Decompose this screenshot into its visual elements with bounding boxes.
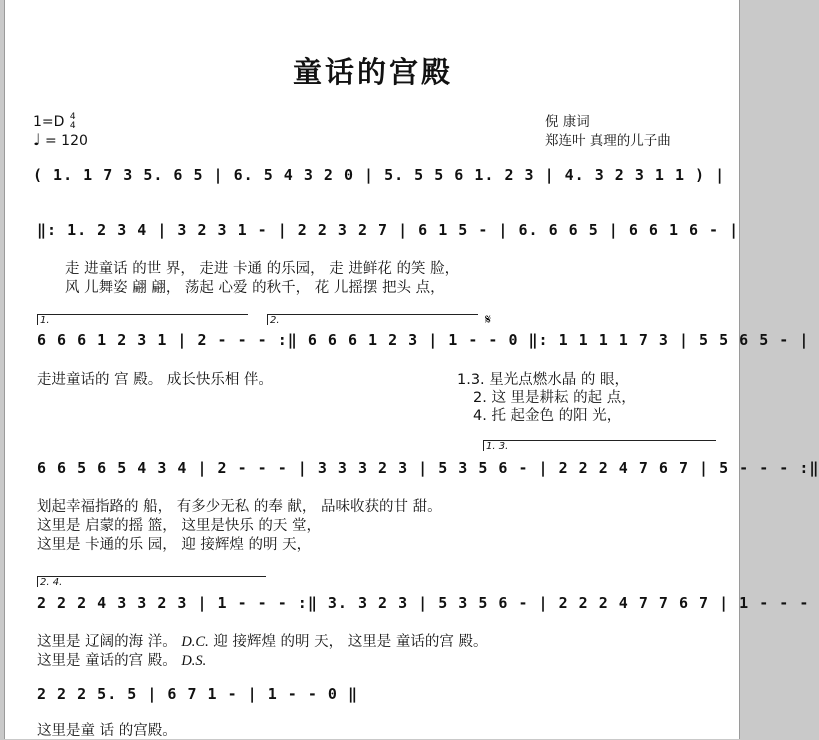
lyric-5a-part1: 这里是 辽阔的海 洋。 bbox=[37, 634, 177, 650]
quarter-note-icon: ♩ bbox=[33, 130, 41, 149]
lyric-verse-4: 4. 托 起金色 的阳 光， bbox=[473, 408, 622, 424]
time-bottom: 4 bbox=[69, 121, 76, 131]
volta-1-label: 1. bbox=[40, 315, 50, 326]
tempo-mark bbox=[33, 130, 88, 149]
lyric-5a-part2: 迎 接辉煌 的明 天， 这里是 童话的宫 殿。 bbox=[213, 634, 488, 650]
music-line-4: 6 6 5 6 5 4 3 4 | 2 - - - | 3 3 3 2 3 | 5 3 5 6 - | 2 2 2 4 7 6 7 | 5 - - - :‖ bbox=[37, 459, 819, 477]
volta-2 bbox=[267, 314, 478, 325]
lyric-line-3a: 走进童话的 宫 殿。 成长快乐相 伴。 bbox=[37, 372, 273, 388]
song-title: 童话的宫殿 bbox=[292, 55, 453, 89]
ds-mark: D.S. bbox=[181, 653, 207, 669]
music-line-3: 6 6 6 1 2 3 1 | 2 - - - :‖ 6 6 6 1 2 3 | 1 - - 0 ‖: 1 1 1 1 7 3 | 5 5 6 5 - | bbox=[37, 331, 810, 349]
lyric-line-2a: 走 进童话 的世 界， 走进 卡通 的乐园， 走 进鲜花 的笑 脸， bbox=[65, 261, 460, 277]
volta-2-4 bbox=[37, 576, 266, 587]
volta-2-label: 2. bbox=[270, 315, 280, 326]
volta-2-4-label: 2. 4. bbox=[40, 577, 63, 588]
lyric-line-4c: 这里是 卡通的乐 园， 迎 接辉煌 的明 天， bbox=[37, 537, 312, 553]
lyric-line-4b: 这里是 启蒙的摇 篮， 这里是快乐 的天 堂， bbox=[37, 518, 322, 534]
dc-mark: D.C. bbox=[181, 634, 209, 650]
lyric-line-5a bbox=[37, 630, 488, 651]
lyric-verse-1-3: 1.3. 星光点燃水晶 的 眼， bbox=[457, 372, 629, 388]
lyric-line-6: 这里是童 话 的宫殿。 bbox=[37, 723, 177, 739]
music-line-5: 2 2 2 4 3 3 2 3 | 1 - - - :‖ 3. 3 2 3 | 5 3 5 6 - | 2 2 2 4 7 7 6 7 | 1 - - - bbox=[37, 594, 810, 612]
score-page bbox=[4, 0, 819, 739]
segno-sign: 𝄋 bbox=[485, 312, 492, 328]
lyric-line-5b bbox=[37, 649, 206, 670]
music-line-6: 2 2 2 5. 5 | 6 7 1 - | 1 - - 0 ‖ bbox=[37, 685, 358, 703]
lyric-verse-2: 2. 这 里是耕耘 的起 点， bbox=[473, 390, 636, 406]
volta-1-3 bbox=[483, 440, 716, 451]
lyric-line-4a: 划起幸福指路的 船， 有多少无私 的奉 献， 品味收获的甘 甜。 bbox=[37, 499, 442, 515]
key-signature bbox=[33, 113, 76, 131]
key-label: 1=D bbox=[33, 114, 65, 130]
music-line-2: ‖: 1. 2 3 4 | 3 2 3 1 - | 2 2 3 2 7 | 6 1 5 - | 6. 6 6 5 | 6 6 1 6 - | bbox=[37, 221, 740, 239]
music-line-1: ( 1. 1 7 3 5. 6 5 | 6. 5 4 3 2 0 | 5. 5 5 6 1. 2 3 | 4. 3 2 3 1 1 ) | bbox=[33, 166, 726, 184]
tempo-label: = 120 bbox=[45, 133, 88, 149]
lyric-line-2b: 风 儿舞姿 翩 翩， 荡起 心爱 的秋千， 花 儿摇摆 把头 点， bbox=[65, 280, 445, 296]
lyric-5b-part1: 这里是 童话的宫 殿。 bbox=[37, 653, 177, 669]
time-top: 4 bbox=[69, 112, 76, 122]
lyricist-credit: 倪 康词 bbox=[545, 114, 590, 130]
volta-1 bbox=[37, 314, 248, 325]
volta-1-3-label: 1. 3. bbox=[486, 441, 509, 452]
composer-credit: 郑连叶 真理的儿子曲 bbox=[545, 133, 671, 149]
